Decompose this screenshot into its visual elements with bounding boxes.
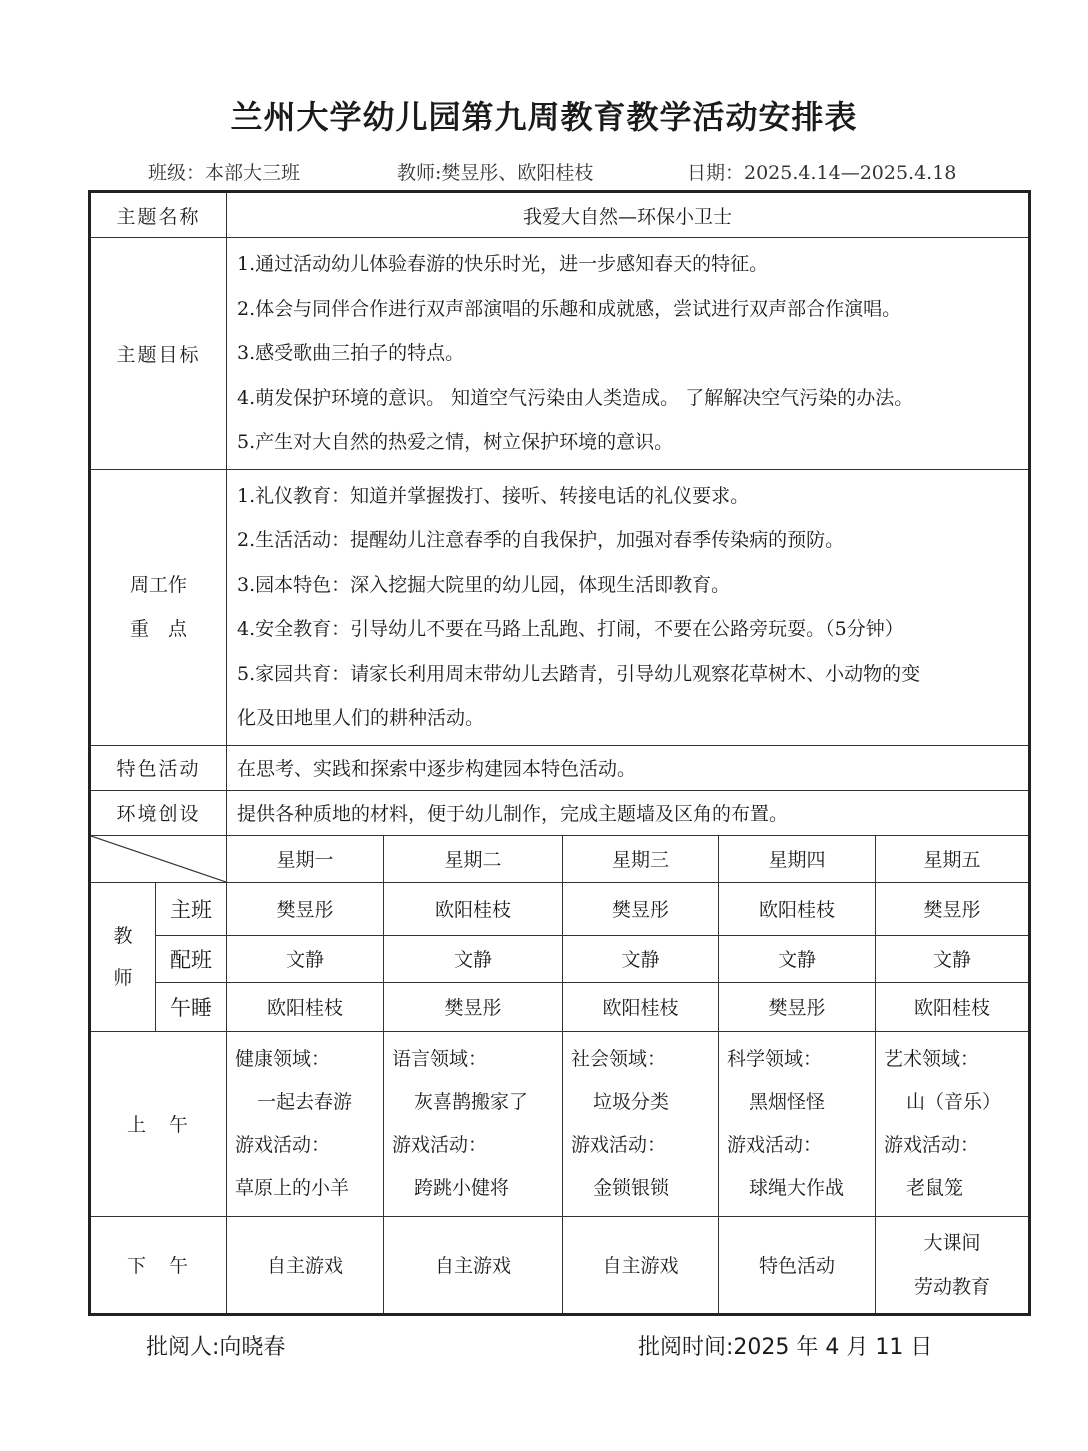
diagonal-line xyxy=(91,836,226,882)
activity-topic: 垃圾分类 xyxy=(593,1090,670,1113)
game-label: 游戏活动： xyxy=(571,1133,667,1156)
focus-item: 2.生活活动：提醒幼儿注意春季的自我保护，加强对春季传染病的预防。 xyxy=(237,529,845,551)
goal-item: 2.体会与同伴合作进行双声部演唱的乐趣和成就感，尝试进行双声部合作演唱。 xyxy=(237,297,902,320)
environment-row xyxy=(90,790,1030,835)
game-label: 游戏活动： xyxy=(392,1133,488,1156)
role-label: 配班 xyxy=(156,935,227,982)
afternoon-cell: 自主游戏 xyxy=(227,1216,384,1314)
teacher-name: 欧阳桂枝 xyxy=(719,882,876,935)
day-header: 星期一 xyxy=(227,835,384,882)
game-name: 老鼠笼 xyxy=(906,1176,964,1199)
focus-item: 1.礼仪教育：知道并掌握拨打、接听、转接电话的礼仪要求。 xyxy=(237,484,750,507)
teacher-name: 欧阳桂枝 xyxy=(384,882,563,935)
day-header: 星期二 xyxy=(384,835,563,882)
goals-row xyxy=(90,238,1030,470)
environment-value: 提供各种质地的材料，便于幼儿制作，完成主题墙及区角的布置。 xyxy=(227,790,1030,835)
teacher-name: 欧阳桂枝 xyxy=(563,982,719,1031)
teacher-name: 文静 xyxy=(719,935,876,982)
morning-cell xyxy=(876,1031,1030,1216)
goals-label: 主题目标 xyxy=(90,238,227,470)
afternoon-cell: 自主游戏 xyxy=(384,1216,563,1314)
goals-list xyxy=(227,238,1030,470)
teacher-name: 文静 xyxy=(563,935,719,982)
afternoon-cell: 特色活动 xyxy=(719,1216,876,1314)
domain-label: 科学领域： xyxy=(727,1047,823,1070)
role-label: 午睡 xyxy=(156,982,227,1031)
activity-topic: 一起去春游 xyxy=(257,1090,353,1113)
game-name: 跨跳小健将 xyxy=(414,1176,510,1199)
teacher-label-line2: 师 xyxy=(113,966,133,989)
teacher-name: 欧阳桂枝 xyxy=(227,982,384,1031)
focus-item: 3.园本特色：深入挖掘大院里的幼儿园，体现生活即教育。 xyxy=(237,573,731,596)
teacher-row-main xyxy=(90,882,1030,935)
teacher-name: 文静 xyxy=(384,935,563,982)
day-header: 星期三 xyxy=(563,835,719,882)
teacher-name: 文静 xyxy=(227,935,384,982)
schedule-table xyxy=(88,190,1031,1316)
afternoon-cell: 自主游戏 xyxy=(563,1216,719,1314)
focus-item: 5.家园共育：请家长利用周末带幼儿去踏青，引导幼儿观察花草树木、小动物的变 xyxy=(237,662,921,685)
role-label: 主班 xyxy=(156,882,227,935)
goal-item: 1.通过活动幼儿体验春游的快乐时光，进一步感知春天的特征。 xyxy=(237,253,769,275)
teacher-name: 文静 xyxy=(876,935,1030,982)
diagonal-header-cell xyxy=(90,835,227,882)
teacher-name: 樊昱彤 xyxy=(563,882,719,935)
teacher-row-assist xyxy=(90,935,1030,982)
environment-label: 环境创设 xyxy=(90,790,227,835)
domain-label: 社会领域： xyxy=(571,1047,667,1070)
day-header: 星期四 xyxy=(719,835,876,882)
morning-label: 上 午 xyxy=(90,1031,227,1216)
focus-label-line1: 周工作 xyxy=(130,574,188,596)
activity-topic: 山（音乐） xyxy=(906,1090,1002,1113)
afternoon-label: 下 午 xyxy=(90,1216,227,1314)
domain-label: 语言领域： xyxy=(392,1047,488,1070)
focus-list xyxy=(227,469,1030,745)
review-time: 批阅时间:2025 年 4 月 11 日 xyxy=(638,1335,933,1360)
teacher-name: 樊昱彤 xyxy=(384,982,563,1031)
domain-label: 艺术领域： xyxy=(884,1047,980,1070)
afternoon-cell xyxy=(876,1216,1030,1314)
teacher-name: 樊昱彤 xyxy=(719,982,876,1031)
special-label: 特色活动 xyxy=(90,745,227,790)
theme-row xyxy=(90,192,1030,238)
morning-cell xyxy=(719,1031,876,1216)
teacher-name: 樊昱彤 xyxy=(876,882,1030,935)
afternoon-row xyxy=(90,1216,1030,1314)
theme-value: 我爱大自然—环保小卫士 xyxy=(227,192,1030,238)
morning-cell xyxy=(227,1031,384,1216)
teacher-name: 欧阳桂枝 xyxy=(876,982,1030,1031)
class-info: 班级：本部大三班 xyxy=(148,162,301,184)
focus-item: 4.安全教育：引导幼儿不要在马路上乱跑、打闹，不要在公路旁玩耍。（5分钟） xyxy=(237,618,904,640)
days-header-row xyxy=(90,835,1030,882)
activity-topic: 灰喜鹊搬家了 xyxy=(414,1090,529,1113)
morning-cell xyxy=(563,1031,719,1216)
teacher-label-line1: 教 xyxy=(113,924,133,947)
game-label: 游戏活动： xyxy=(727,1133,823,1156)
game-name: 草原上的小羊 xyxy=(235,1176,350,1199)
special-row xyxy=(90,745,1030,790)
focus-label-line2: 重 点 xyxy=(130,618,188,640)
afternoon-line: 大课间 xyxy=(923,1231,981,1254)
focus-row xyxy=(90,469,1030,745)
focus-item: 化及田地里人们的耕种活动。 xyxy=(237,707,485,729)
goal-item: 3.感受歌曲三拍子的特点。 xyxy=(237,342,465,364)
page-title: 兰州大学幼儿园第九周教育教学活动安排表 xyxy=(230,98,858,136)
goal-item: 5.产生对大自然的热爱之情，树立保护环境的意识。 xyxy=(237,431,674,453)
day-header: 星期五 xyxy=(876,835,1030,882)
game-label: 游戏活动： xyxy=(235,1133,331,1156)
afternoon-line: 劳动教育 xyxy=(914,1275,991,1298)
teacher-group-label xyxy=(90,882,156,1031)
teacher-name: 樊昱彤 xyxy=(227,882,384,935)
reviewer: 批阅人:向晓春 xyxy=(146,1335,286,1360)
teacher-info: 教师:樊昱彤、欧阳桂枝 xyxy=(397,162,594,184)
goal-item: 4.萌发保护环境的意识。 知道空气污染由人类造成。 了解解决空气污染的办法。 xyxy=(237,386,914,409)
activity-topic: 黑烟怪怪 xyxy=(749,1090,826,1113)
focus-label xyxy=(90,469,227,745)
teacher-row-nap xyxy=(90,982,1030,1031)
theme-label: 主题名称 xyxy=(90,192,227,238)
morning-row xyxy=(90,1031,1030,1216)
date-info: 日期：2025.4.14—2025.4.18 xyxy=(687,162,957,184)
morning-cell xyxy=(384,1031,563,1216)
special-value: 在思考、实践和探索中逐步构建园本特色活动。 xyxy=(227,745,1030,790)
game-name: 球绳大作战 xyxy=(749,1176,845,1199)
domain-label: 健康领域： xyxy=(235,1047,331,1070)
game-label: 游戏活动： xyxy=(884,1133,980,1156)
game-name: 金锁银锁 xyxy=(593,1176,670,1199)
